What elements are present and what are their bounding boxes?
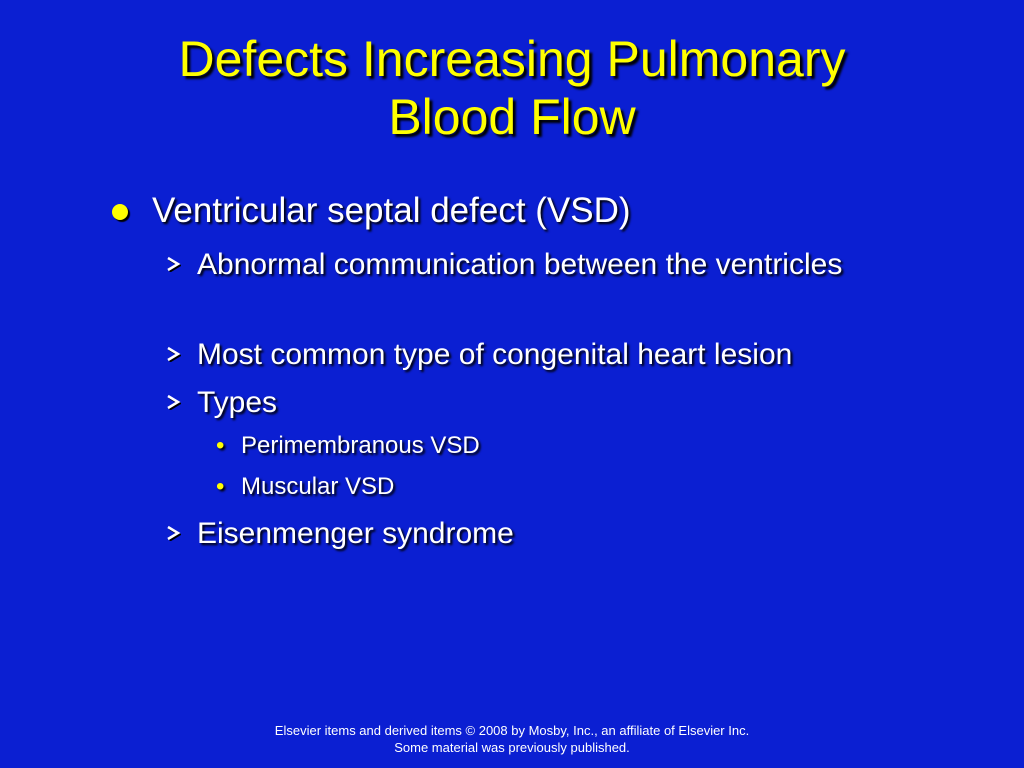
filled-circle-icon xyxy=(112,204,128,220)
sub-bullet-text: Abnormal communication between the ventricles xyxy=(197,248,843,281)
title-line-2: Blood Flow xyxy=(388,89,636,145)
footer-line-1: Elsevier items and derived items © 2008 by Mosby, Inc., an affiliate of Elsevier Inc. xyxy=(274,723,750,738)
small-dot-icon: • xyxy=(216,473,225,500)
sub-bullet-text: Eisenmenger syndrome xyxy=(197,517,514,550)
bullet-vsd-text: Ventricular septal defect (VSD) xyxy=(152,191,631,230)
arrowhead-icon xyxy=(165,394,181,410)
arrowhead-icon xyxy=(165,256,181,272)
sub-bullet-text: Types xyxy=(197,386,278,419)
sub-sub-bullet-text: Muscular VSD xyxy=(241,473,395,500)
slide-title xyxy=(60,30,964,146)
copyright-footer xyxy=(0,722,1024,756)
sub-bullet-text: Most common type of congenital heart lesion xyxy=(197,338,793,371)
arrowhead-icon xyxy=(165,346,181,362)
small-dot-icon: • xyxy=(216,432,225,459)
arrowhead-icon xyxy=(165,525,181,541)
footer-line-2: Some material was previously published. xyxy=(394,740,630,755)
sub-sub-bullet-text: Perimembranous VSD xyxy=(241,432,480,459)
title-line-1: Defects Increasing Pulmonary xyxy=(178,31,846,87)
